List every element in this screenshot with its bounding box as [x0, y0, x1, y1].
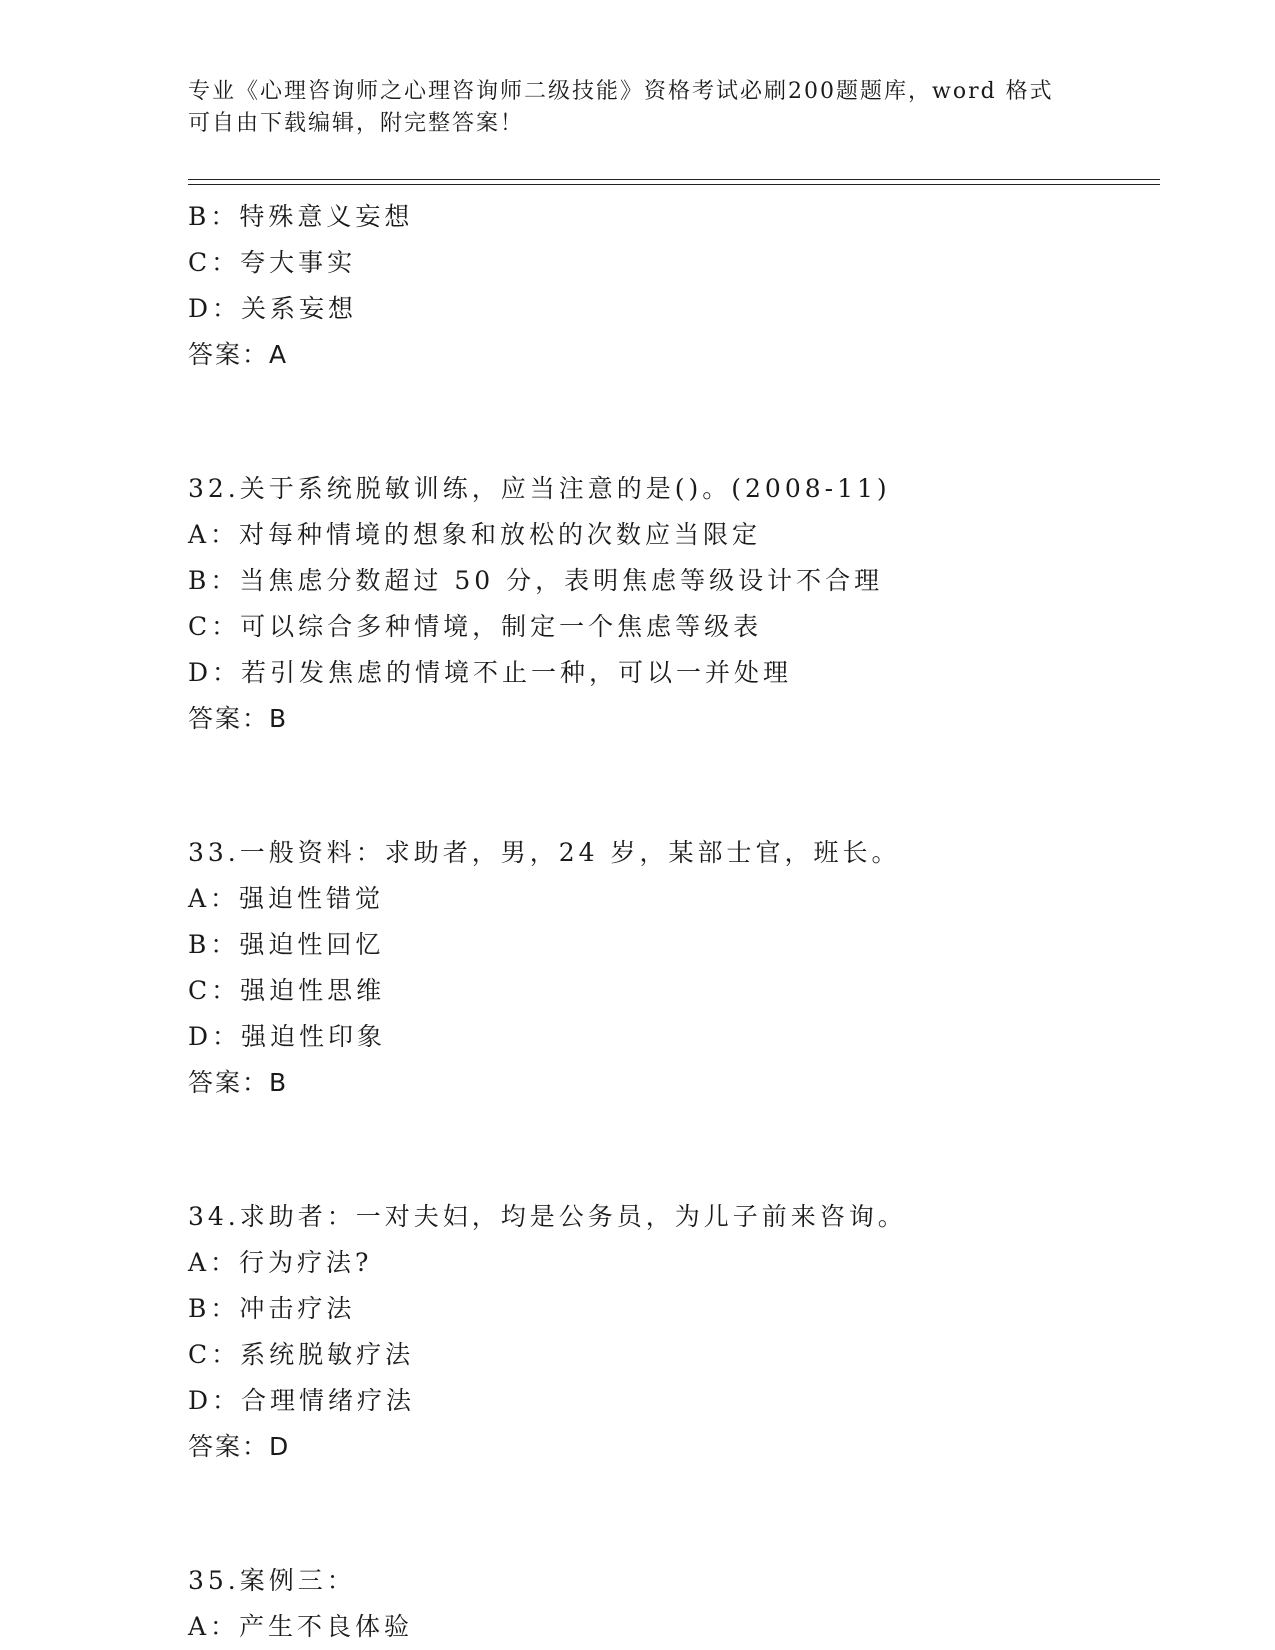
question-block — [188, 830, 1148, 1106]
option-d: D：关系妄想 — [188, 294, 358, 323]
question-text: 35.案例三： — [188, 1566, 356, 1595]
option-c: C：可以综合多种情境，制定一个焦虑等级表 — [188, 612, 763, 641]
document-header — [188, 76, 1068, 140]
question-block — [188, 1194, 1148, 1470]
option-c: C：夸大事实 — [188, 248, 357, 277]
header-divider-top — [188, 179, 1160, 180]
question-block — [188, 194, 1148, 378]
answer-line: 答案：D — [188, 1432, 291, 1461]
answer-line: 答案：A — [188, 340, 289, 369]
option-b: B：强迫性回忆 — [188, 930, 385, 959]
option-d: D：强迫性印象 — [188, 1022, 387, 1051]
question-text: 32.关于系统脱敏训练，应当注意的是()。(2008-11) — [188, 474, 891, 503]
answer-line: 答案：B — [188, 1068, 289, 1097]
option-a: A：强迫性错觉 — [188, 884, 385, 913]
option-c: C：强迫性思维 — [188, 976, 386, 1005]
question-block — [188, 466, 1148, 742]
option-a: A：行为疗法? — [188, 1248, 373, 1277]
header-title-line: 专业《心理咨询师之心理咨询师二级技能》资格考试必刷200题题库，word 格式 — [188, 79, 1054, 104]
option-b: B：特殊意义妄想 — [188, 202, 414, 231]
header-subtitle-line: 可自由下载编辑，附完整答案！ — [188, 111, 525, 136]
question-text: 33.一般资料：求助者，男，24 岁，某部士官，班长。 — [188, 838, 901, 867]
header-divider-bottom — [188, 184, 1160, 185]
question-block — [188, 1558, 1148, 1650]
option-d: D：合理情绪疗法 — [188, 1386, 416, 1415]
question-list — [188, 194, 1148, 1650]
option-b: B：冲击疗法 — [188, 1294, 356, 1323]
option-c: C：系统脱敏疗法 — [188, 1340, 415, 1369]
option-d: D：若引发焦虑的情境不止一种，可以一并处理 — [188, 658, 793, 687]
answer-line: 答案：B — [188, 704, 289, 733]
option-a: A：产生不良体验 — [188, 1612, 414, 1641]
option-a: A：对每种情境的想象和放松的次数应当限定 — [188, 520, 762, 549]
question-text: 34.求助者：一对夫妇，均是公务员，为儿子前来咨询。 — [188, 1202, 907, 1231]
option-b: B：当焦虑分数超过 50 分，表明焦虑等级设计不合理 — [188, 566, 884, 595]
